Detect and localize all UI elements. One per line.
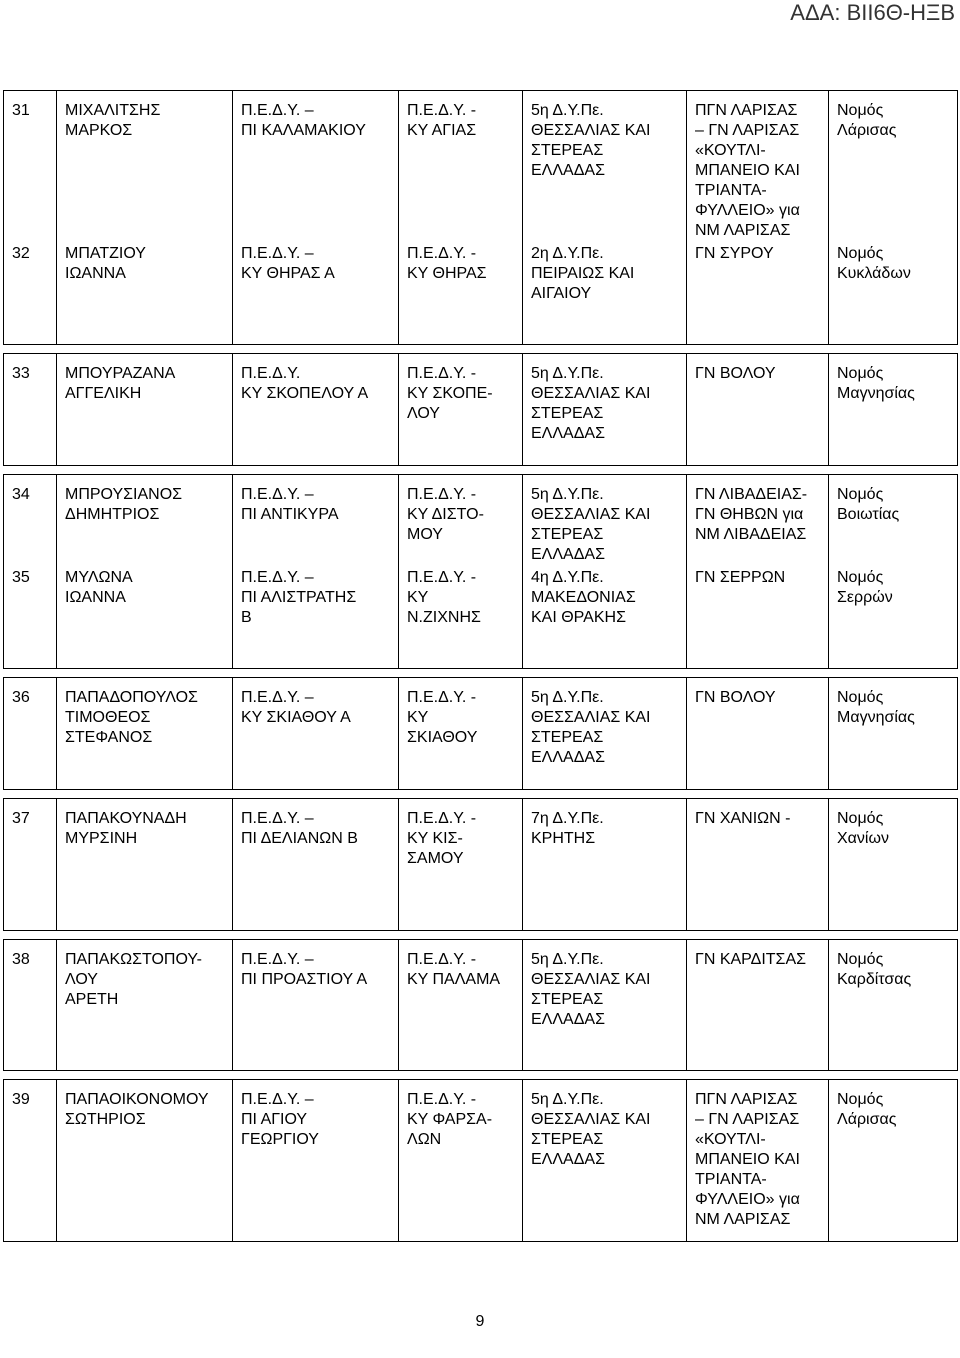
cell-health-region: 4η Δ.Υ.Πε. ΜΑΚΕΔΟΝΙΑΣ ΚΑΙ ΘΡΑΚΗΣ <box>523 565 687 668</box>
cell-health-region: 5η Δ.Υ.Πε. ΘΕΣΣΑΛΙΑΣ ΚΑΙ ΣΤΕΡΕΑΣ ΕΛΛΑΔΑΣ <box>523 91 687 241</box>
table-row <box>4 91 957 241</box>
cell-health-region: 5η Δ.Υ.Πε. ΘΕΣΣΑΛΙΑΣ ΚΑΙ ΣΤΕΡΕΑΣ ΕΛΛΑΔΑΣ <box>523 940 687 1070</box>
cell-prefecture: Νομός Μαγνησίας <box>837 689 915 726</box>
cell-ky-unit: Π.Ε.Δ.Υ. - ΚΥ Ν.ΖΙΧΝΗΣ <box>399 565 523 668</box>
cell-health-region: 5η Δ.Υ.Πε. ΘΕΣΣΑΛΙΑΣ ΚΑΙ ΣΤΕΡΕΑΣ ΕΛΛΑΔΑΣ <box>523 1080 687 1241</box>
table-group <box>3 90 958 345</box>
cell-prefecture: Νομός Βοιωτίας <box>837 486 900 523</box>
cell-ped-unit: Π.Ε.Δ.Υ. – ΠΙ ΚΑΛΑΜΑΚΙΟΥ <box>233 91 399 241</box>
cell-hospital: ΓΝ ΚΑΡΔΙΤΣΑΣ <box>687 940 829 1070</box>
cell-ky-unit: Π.Ε.Δ.Υ. - ΚΥ ΦΑΡΣΑ- ΛΩΝ <box>399 1080 523 1241</box>
table-row <box>4 565 957 668</box>
table-group <box>3 939 958 1071</box>
cell-ped-unit: Π.Ε.Δ.Υ. – ΚΥ ΘΗΡΑΣ Α <box>233 241 399 344</box>
cell-health-region: 2η Δ.Υ.Πε. ΠΕΙΡΑΙΩΣ ΚΑΙ ΑΙΓΑΙΟΥ <box>523 241 687 344</box>
cell-prefecture: Νομός Λάρισας <box>837 1091 897 1128</box>
table-row <box>4 241 957 344</box>
table-group <box>3 474 958 669</box>
cell-number: 35 <box>4 565 57 668</box>
cell-ky-unit: Π.Ε.Δ.Υ. - ΚΥ ΘΗΡΑΣ <box>399 241 523 344</box>
cell-health-region: 5η Δ.Υ.Πε. ΘΕΣΣΑΛΙΑΣ ΚΑΙ ΣΤΕΡΕΑΣ ΕΛΛΑΔΑΣ <box>523 475 687 565</box>
cell-ky-unit: Π.Ε.Δ.Υ. - ΚΥ ΔΙΣΤΟ- ΜΟΥ <box>399 475 523 565</box>
table-row <box>4 1080 957 1241</box>
cell-hospital: ΓΝ ΛΙΒΑΔΕΙΑΣ- ΓΝ ΘΗΒΩΝ για ΝΜ ΛΙΒΑΔΕΙΑΣ <box>687 475 829 565</box>
table-row <box>4 475 957 565</box>
cell-ped-unit: Π.Ε.Δ.Υ. – ΠΙ ΑΓΙΟΥ ΓΕΩΡΓΙΟΥ <box>233 1080 399 1241</box>
cell-number: 39 <box>4 1080 57 1241</box>
table-row <box>4 799 957 930</box>
table-row <box>4 940 957 1070</box>
table-row <box>4 354 957 465</box>
cell-prefecture: Νομός Σερρών <box>837 569 893 606</box>
cell-prefecture: Νομός Καρδίτσας <box>837 951 912 988</box>
cell-number: 36 <box>4 678 57 789</box>
cell-health-region: 5η Δ.Υ.Πε. ΘΕΣΣΑΛΙΑΣ ΚΑΙ ΣΤΕΡΕΑΣ ΕΛΛΑΔΑΣ <box>523 354 687 465</box>
cell-hospital: ΓΝ ΣΕΡΡΩΝ <box>687 565 829 668</box>
table-group <box>3 1079 958 1242</box>
cell-number: 34 <box>4 475 57 565</box>
cell-prefecture: Νομός Χανίων <box>837 810 889 847</box>
cell-name: ΜΙΧΑΛΙΤΣΗΣ ΜΑΡΚΟΣ <box>57 91 233 241</box>
cell-prefecture: Νομός Μαγνησίας <box>837 365 915 402</box>
cell-prefecture: Νομός Κυκλάδων <box>837 245 911 282</box>
cell-hospital: ΠΓΝ ΛΑΡΙΣΑΣ – ΓΝ ΛΑΡΙΣΑΣ «ΚΟΥΤΛΙ- ΜΠΑΝΕΙΟ ΚΑΙ ΤΡΙΑΝΤΑ- ΦΥΛΛΕΙΟ» για ΝΜ ΛΑΡΙΣΑΣ <box>687 91 829 241</box>
cell-ky-unit: Π.Ε.Δ.Υ. - ΚΥ ΚΙΣ- ΣΑΜΟΥ <box>399 799 523 930</box>
cell-hospital: ΓΝ ΧΑΝΙΩΝ - <box>687 799 829 930</box>
cell-prefecture: Νομός Λάρισας <box>837 102 897 139</box>
cell-ped-unit: Π.Ε.Δ.Υ. – ΚΥ ΣΚΙΑΘΟΥ Α <box>233 678 399 789</box>
cell-name: ΠΑΠΑΟΙΚΟΝΟΜΟΥ ΣΩΤΗΡΙΟΣ <box>57 1080 233 1241</box>
cell-hospital: ΓΝ ΒΟΛΟΥ <box>687 678 829 789</box>
cell-number: 31 <box>4 91 57 241</box>
table-group <box>3 798 958 931</box>
cell-name: ΠΑΠΑΚΩΣΤΟΠΟΥ- ΛΟΥ ΑΡΕΤΗ <box>57 940 233 1070</box>
cell-number: 37 <box>4 799 57 930</box>
page-number: 9 <box>475 1313 485 1330</box>
document-ada-code: ΑΔΑ: ΒΙΙ6Θ-ΗΞΒ <box>790 0 955 25</box>
cell-name: ΜΠΑΤΖΙΟΥ ΙΩΑΝΝΑ <box>57 241 233 344</box>
cell-ped-unit: Π.Ε.Δ.Υ. ΚΥ ΣΚΟΠΕΛΟΥ Α <box>233 354 399 465</box>
cell-number: 32 <box>4 241 57 344</box>
cell-name: ΜΥΛΩΝΑ ΙΩΑΝΝΑ <box>57 565 233 668</box>
cell-hospital: ΠΓΝ ΛΑΡΙΣΑΣ – ΓΝ ΛΑΡΙΣΑΣ «ΚΟΥΤΛΙ- ΜΠΑΝΕΙΟ ΚΑΙ ΤΡΙΑΝΤΑ- ΦΥΛΛΕΙΟ» για ΝΜ ΛΑΡΙΣΑΣ <box>687 1080 829 1241</box>
cell-number: 38 <box>4 940 57 1070</box>
cell-ky-unit: Π.Ε.Δ.Υ. - ΚΥ ΣΚΙΑΘΟΥ <box>399 678 523 789</box>
cell-name: ΜΠΡΟΥΣΙΑΝΟΣ ΔΗΜΗΤΡΙΟΣ <box>57 475 233 565</box>
cell-ped-unit: Π.Ε.Δ.Υ. – ΠΙ ΔΕΛΙΑΝΩΝ Β <box>233 799 399 930</box>
table-group <box>3 353 958 466</box>
table-group <box>3 677 958 790</box>
table-row <box>4 678 957 789</box>
cell-name: ΠΑΠΑΔΟΠΟΥΛΟΣ ΤΙΜΟΘΕΟΣ ΣΤΕΦΑΝΟΣ <box>57 678 233 789</box>
cell-health-region: 7η Δ.Υ.Πε. ΚΡΗΤΗΣ <box>523 799 687 930</box>
cell-hospital: ΓΝ ΣΥΡΟΥ <box>687 241 829 344</box>
cell-ky-unit: Π.Ε.Δ.Υ. - ΚΥ ΑΓΙΑΣ <box>399 91 523 241</box>
cell-number: 33 <box>4 354 57 465</box>
cell-name: ΜΠΟΥΡΑΖΑΝΑ ΑΓΓΕΛΙΚΗ <box>57 354 233 465</box>
cell-hospital: ΓΝ ΒΟΛΟΥ <box>687 354 829 465</box>
cell-ky-unit: Π.Ε.Δ.Υ. - ΚΥ ΣΚΟΠΕ- ΛΟΥ <box>399 354 523 465</box>
cell-ped-unit: Π.Ε.Δ.Υ. – ΠΙ ΠΡΟΑΣΤΙΟΥ Α <box>233 940 399 1070</box>
cell-name: ΠΑΠΑΚΟΥΝΑΔΗ ΜΥΡΣΙΝΗ <box>57 799 233 930</box>
cell-ped-unit: Π.Ε.Δ.Υ. – ΠΙ ΑΝΤΙΚΥΡΑ <box>233 475 399 565</box>
cell-ky-unit: Π.Ε.Δ.Υ. - ΚΥ ΠΑΛΑΜΑ <box>399 940 523 1070</box>
cell-health-region: 5η Δ.Υ.Πε. ΘΕΣΣΑΛΙΑΣ ΚΑΙ ΣΤΕΡΕΑΣ ΕΛΛΑΔΑΣ <box>523 678 687 789</box>
cell-ped-unit: Π.Ε.Δ.Υ. – ΠΙ ΑΛΙΣΤΡΑΤΗΣ Β <box>233 565 399 668</box>
